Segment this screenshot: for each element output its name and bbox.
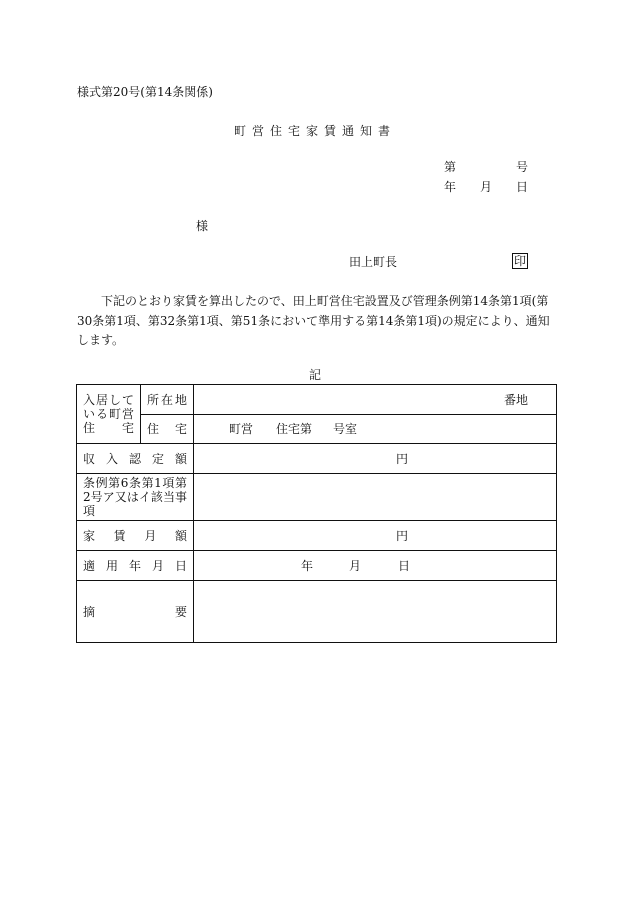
location-suffix: 番地	[503, 392, 528, 407]
income-value	[194, 444, 557, 474]
rent-label-char: 賃	[113, 528, 126, 543]
income-label-char: 入	[105, 451, 118, 466]
seal-mark: 印	[514, 254, 527, 268]
apply-date-label-char: 適	[83, 558, 96, 573]
apply-date-year: 年	[301, 558, 314, 573]
date-month: 月	[480, 180, 493, 194]
ordinance-value	[194, 474, 557, 521]
rent-label	[77, 521, 194, 551]
date-day: 日	[516, 180, 529, 194]
housing-label	[141, 415, 194, 444]
location-label-char: 所	[147, 392, 160, 407]
housing-label-char: 住	[147, 422, 160, 436]
apply-date-label-char: 年	[128, 558, 141, 573]
ordinance-label: 条例第6条第1項第2号ア又はイ該当事項	[77, 474, 194, 521]
ki-heading: 記	[308, 368, 321, 382]
location-label-char: 在	[160, 392, 173, 407]
apply-date-month: 月	[349, 558, 362, 573]
rent-unit: 円	[396, 528, 409, 543]
apply-date-row	[77, 551, 557, 581]
notice-table	[76, 384, 557, 643]
income-label-char: 額	[174, 451, 187, 466]
income-unit: 円	[396, 451, 409, 466]
document-title: 町営住宅家賃通知書	[233, 124, 396, 138]
remarks-value	[194, 581, 557, 643]
rent-label-char: 額	[174, 528, 187, 543]
rent-label-char: 家	[83, 528, 96, 543]
recipient-suffix: 様	[196, 219, 209, 233]
rent-value	[194, 521, 557, 551]
location-label-char: 地	[174, 392, 187, 407]
apply-date-label-char: 日	[174, 558, 187, 573]
location-row	[77, 385, 557, 415]
location-value	[194, 385, 557, 415]
resident-housing-label: 入居している町営住宅	[77, 385, 141, 444]
apply-date-day: 日	[398, 558, 411, 573]
issuer-name: 田上町長	[349, 255, 398, 269]
date-year: 年	[444, 180, 457, 194]
housing-town: 町営	[229, 422, 254, 436]
form-number: 様式第20号(第14条関係)	[77, 85, 213, 99]
apply-date-label	[77, 551, 194, 581]
income-label-char: 定	[151, 451, 164, 466]
income-label-char: 収	[83, 451, 96, 466]
remarks-row	[77, 581, 557, 643]
housing-row	[77, 415, 557, 444]
rent-row	[77, 521, 557, 551]
housing-room: 号室	[333, 422, 358, 436]
number-prefix: 第	[444, 160, 457, 174]
number-suffix: 号	[516, 160, 529, 174]
apply-date-label-char: 用	[105, 558, 118, 573]
remarks-label	[77, 581, 194, 643]
location-label	[141, 385, 194, 415]
remarks-label-char: 要	[174, 604, 187, 619]
housing-number: 住宅第	[276, 422, 313, 436]
apply-date-value	[194, 551, 557, 581]
income-row	[77, 444, 557, 474]
body-paragraph: 下記のとおり家賃を算出したので、田上町営住宅設置及び管理条例第14条第1項(第30条第1項、第32条第1項、第51条において準用する第14条第1項)の規定により、通知します。	[77, 294, 550, 347]
income-label-char: 認	[128, 451, 141, 466]
income-label	[77, 444, 194, 474]
rent-label-char: 月	[144, 528, 157, 543]
housing-value	[194, 415, 557, 444]
apply-date-label-char: 月	[151, 558, 164, 573]
remarks-label-char: 摘	[83, 604, 96, 619]
ordinance-row	[77, 474, 557, 521]
housing-label-char: 宅	[174, 422, 187, 436]
